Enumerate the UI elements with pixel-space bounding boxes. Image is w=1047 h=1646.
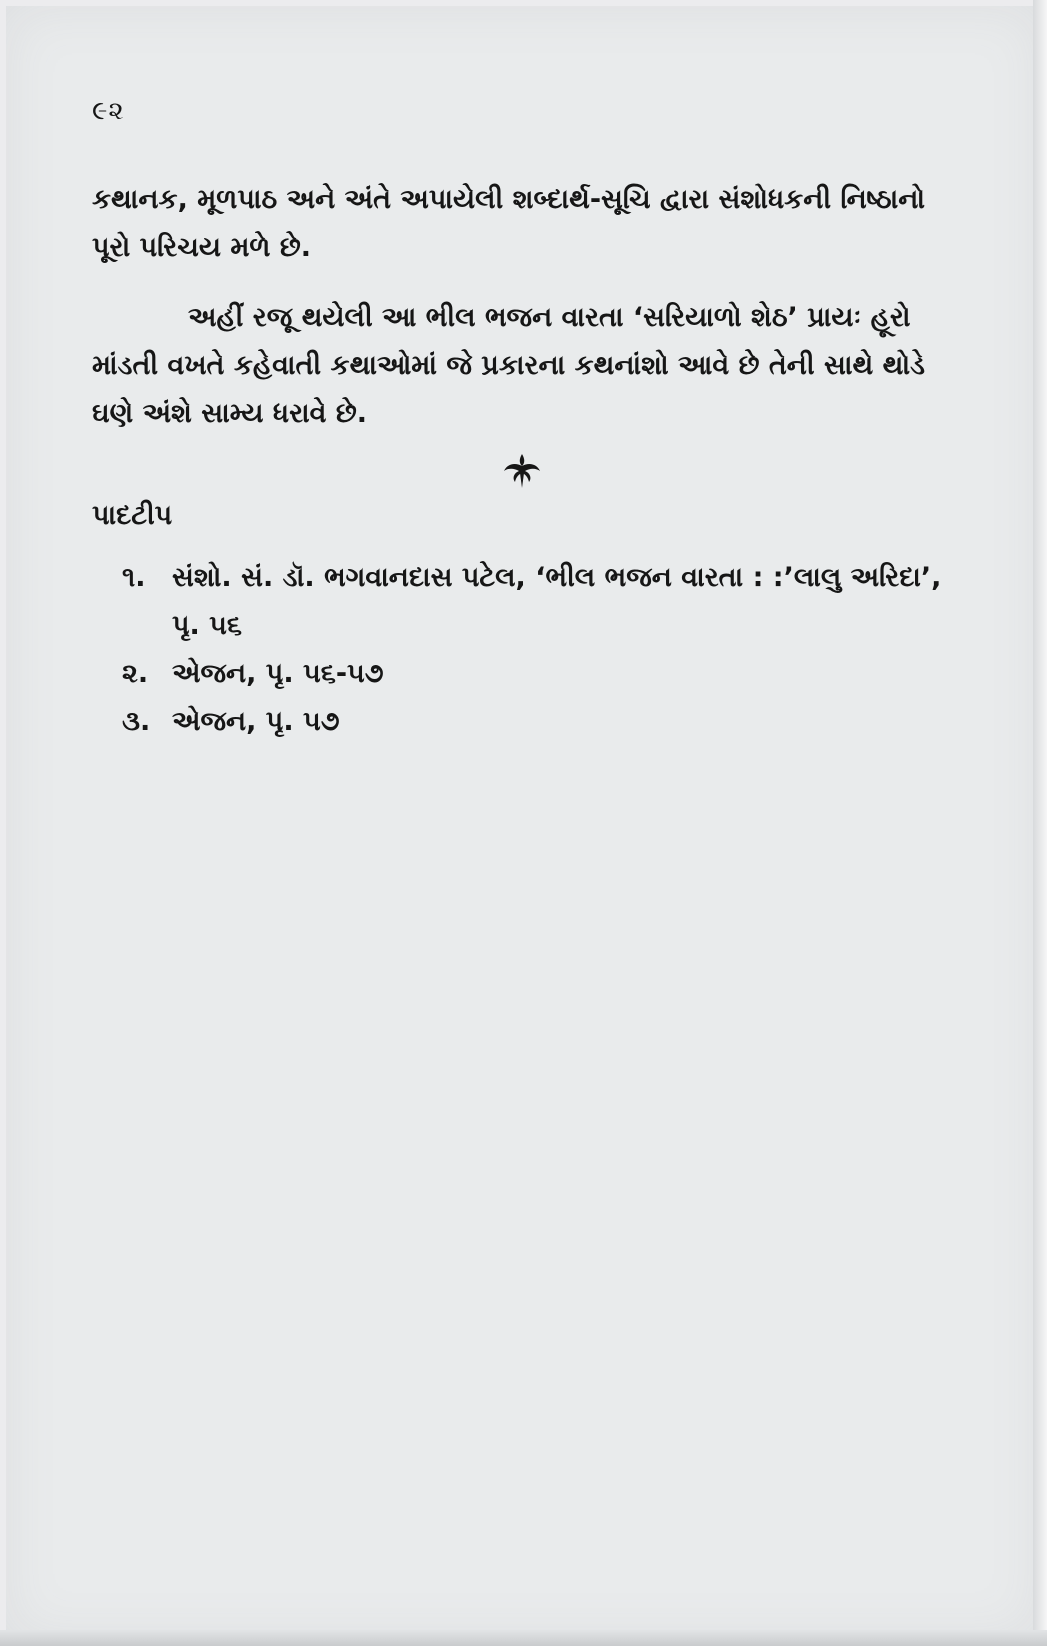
footnote-number: ૧. <box>122 562 146 593</box>
page-edge-right <box>1033 0 1047 1646</box>
page-edge-bottom <box>0 1630 1047 1646</box>
footnote-text: એજન, પૃ. ૫૭ <box>172 706 340 737</box>
footnote-number: ૩. <box>122 706 151 737</box>
footnotes-heading: પાદટીપ <box>92 500 173 531</box>
footnote-text: એજન, પૃ. ૫૬-૫૭ <box>172 658 384 689</box>
footnote-3 <box>122 698 522 746</box>
footnote-text: સંશો. સં. ડૉ. ભગવાનદાસ પટેલ, ‘ભીલ ભજન વારતા : :’લાલુ અરિદા’, <box>172 562 942 593</box>
footnote-number: ૨. <box>122 658 149 689</box>
section-divider-ornament-icon <box>500 452 544 490</box>
footnote-2 <box>122 650 522 698</box>
paragraph-2: અહીં રજૂ થયેલી આ ભીલ ભજન વારતા ‘સરિયાળો શેઠ’ પ્રાયઃ હૂરો માંડતી વખતે કહેવાતી કથાઓમાં જે પ્રકારના કથનાંશો આવે છે તેની સાથે થોડે ઘણે અંશે સામ્ય ધરાવે છે. <box>92 302 925 429</box>
footnote-text-continued: પૃ. ૫૬ <box>172 610 243 641</box>
footnote-1 <box>122 554 942 650</box>
page-number: ૯૨ <box>92 96 125 126</box>
paragraph-1: કથાનક, મૂળપાઠ અને અંતે અપાયેલી શબ્દાર્થ-સૂચિ દ્વારા સંશોધકની નિષ્ઠાનો પૂરો પરિચય મળે છે. <box>92 184 926 263</box>
